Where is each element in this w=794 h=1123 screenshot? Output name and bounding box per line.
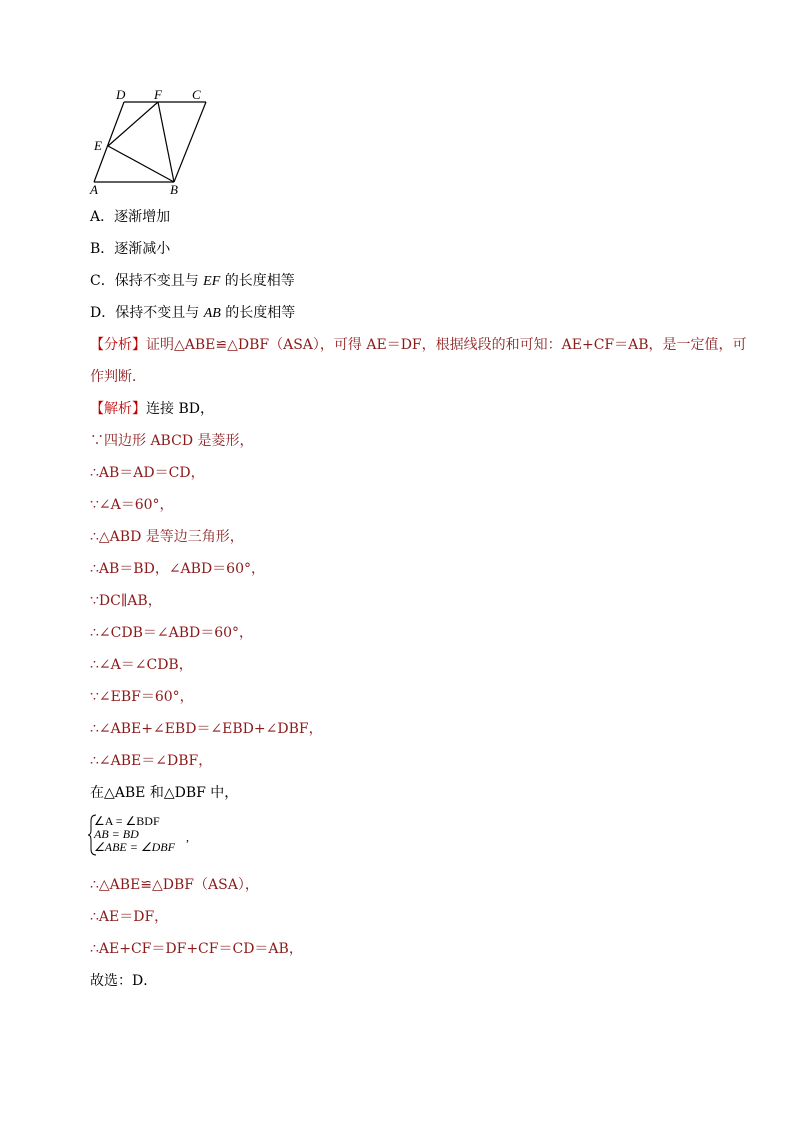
step-line: ∵∠EBF＝60°， <box>90 689 194 705</box>
label-f: F <box>154 88 162 102</box>
label-c: C <box>192 88 201 102</box>
option-a: A．逐渐增加 <box>90 209 171 225</box>
analysis-text-1: 证明△ABE≌△DBF（ASA），可得 AE＝DF，根据线段的和可知：AE+CF＝AB，是一定值，可 <box>146 337 747 353</box>
step-line: ∴∠ABE＝∠DBF， <box>90 753 213 769</box>
label-d: D <box>116 88 126 102</box>
rhombus-diagram <box>86 88 226 200</box>
after-line: ∴△ABE≌△DBF（ASA）， <box>90 877 259 893</box>
step-line: ∴∠A＝∠CDB， <box>90 657 193 673</box>
step-line: ∵∠A＝60°， <box>90 497 174 513</box>
option-d <box>90 304 295 323</box>
option-c-prefix: C．保持不变且与 <box>90 273 204 289</box>
step-line: ∵四边形 ABCD 是菱形， <box>90 433 254 449</box>
step-line: ∴∠CDB＝∠ABD＝60°， <box>90 625 254 641</box>
solution-first-line <box>90 400 214 418</box>
system-row-1: ∠A = ∠BDF <box>94 814 160 828</box>
analysis-line-1 <box>90 336 747 354</box>
option-d-var: AB <box>203 306 221 321</box>
step-line: ∴AB＝BD，∠ABD＝60°， <box>90 561 265 577</box>
solution-first: 连接 BD， <box>146 401 214 417</box>
edge-bc <box>174 102 206 182</box>
solution-tag: 【解析】 <box>90 401 146 417</box>
label-b: B <box>170 182 178 197</box>
analysis-tag: 【分析】 <box>90 337 146 353</box>
step-line: ∴△ABD 是等边三角形， <box>90 529 244 545</box>
option-d-prefix: D．保持不变且与 <box>90 305 204 321</box>
system-row-3: ∠ABE = ∠DBF <box>94 840 175 854</box>
segment-fb <box>158 102 174 182</box>
after-line: ∴AE＝DF， <box>90 909 169 925</box>
label-e: E <box>94 138 102 153</box>
analysis-line-2: 作判断． <box>90 369 146 385</box>
option-c <box>90 272 295 291</box>
step-line: ∴AB＝AD＝CD， <box>90 465 205 481</box>
rhombus-figure <box>86 88 226 200</box>
option-c-suffix: 的长度相等 <box>220 273 295 289</box>
option-b: B．逐渐减小 <box>90 241 171 257</box>
equation-system-figure <box>88 813 218 857</box>
answer-line: 故选：D． <box>90 973 158 989</box>
equation-system <box>88 813 218 857</box>
after-line: ∴AE+CF＝DF+CF＝CD＝AB， <box>90 941 303 957</box>
system-row-2: AB = BD <box>94 827 139 841</box>
step-line: ∵DC∥AB， <box>90 593 162 609</box>
segment-eb <box>108 146 174 182</box>
step-line: ∴∠ABE+∠EBD＝∠EBD+∠DBF， <box>90 721 323 737</box>
in-triangles-line: 在△ABE 和△DBF 中， <box>90 785 239 801</box>
option-c-var: EF <box>203 274 221 289</box>
label-a: A <box>90 182 98 197</box>
system-suffix: , <box>186 830 189 844</box>
option-d-suffix: 的长度相等 <box>220 305 296 321</box>
